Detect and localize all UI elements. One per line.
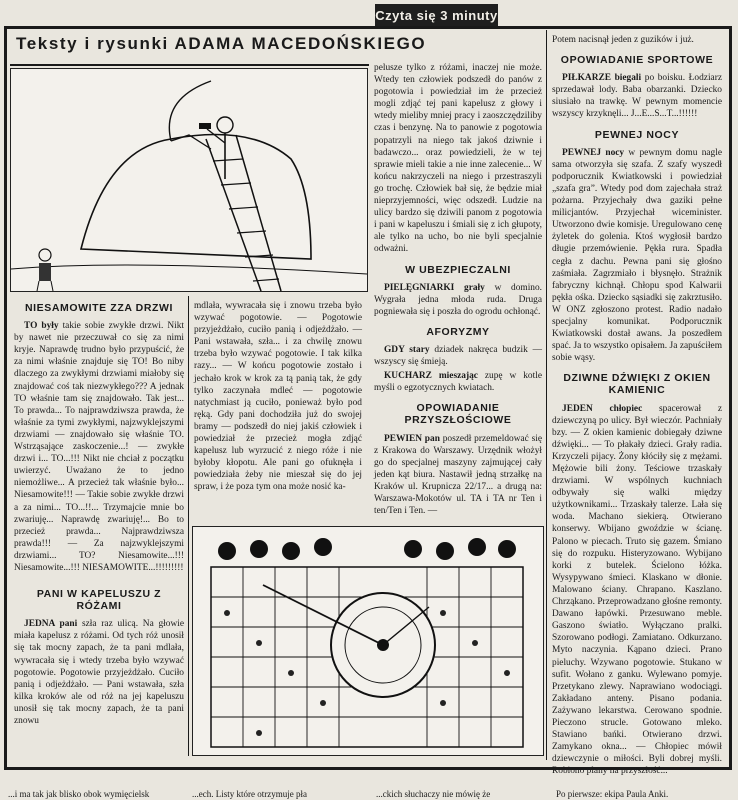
reading-time-text: Czyta się 3 minuty <box>375 7 498 23</box>
article-night <box>552 147 722 365</box>
text-insurance: w domino. Wygrała jedna młoda ruda. Druga pogniewała się i poszła do ogrodu ochłonąć. <box>374 282 543 317</box>
bottom-strip-2: ...ech. Listy które otrzymuje pła <box>192 789 307 799</box>
lead-future: PEWIEN pan <box>384 433 440 444</box>
lead-sport: PIŁKARZE biegali <box>562 73 642 84</box>
illustration-ladder <box>10 68 368 292</box>
text-aphorism-1: dziadek nakręca budzik — wszyscy się śmieją. <box>374 344 543 368</box>
column-divider-1 <box>188 296 189 756</box>
section-heading-doors: NIESAMOWITE ZZA DRZWI <box>24 302 174 314</box>
lead-hat: JEDNA pani <box>24 619 78 630</box>
section-heading-hat: PANI W KAPELUSZU Z RÓŻAMI <box>36 588 162 613</box>
article-future-end: Potem nacisnął jeden z guzików i już. <box>552 35 694 45</box>
column-1 <box>14 294 184 756</box>
section-heading-aphorisms: AFORYZMY <box>426 325 490 338</box>
lead-aphorism-1: GDY stary <box>384 344 430 355</box>
column-2 <box>194 300 362 522</box>
column-4 <box>552 34 723 777</box>
article-hat <box>14 618 184 727</box>
text-aphorism-2: zupę w kotle myśli o egzotycznych kwiatach. <box>374 371 542 394</box>
page-title: Teksty i rysunki ADAMA MACEDOŃSKIEGO <box>16 34 427 53</box>
bottom-strip-3: ...ckich słuchaczy nie mówię że <box>376 789 491 799</box>
article-insurance <box>374 282 542 318</box>
title-underline <box>10 64 369 66</box>
text-sport: po boisku. Łodziarz sprzedawał lody. Baba obarzanki. Dziecko siusiało na trawkę. W pewnym momencie wszyscy krzyknęli... J...E...S...T...!!!!!! <box>552 73 722 120</box>
machine-drawing <box>193 527 543 755</box>
article-sounds <box>552 403 722 778</box>
column-divider-3 <box>546 30 547 760</box>
lead-sounds: JEDEN chłopiec <box>562 403 643 414</box>
article-hat-end: pelusze tylko z różami, inaczej nie może. Wtedy ten człowiek podszedł do panów z pogotowia i powiedział im że przecież mogli zdjąć tej pani kapelusz z głowy i wtedy mieliby mniej pracy i zaoszczędziliby czas i benzynę. Na to panowie z pogotowia popatrzyli na niego tak jakoś dziwnie i badawczo... oraz powiedzieli, że w tej sprawie mieli takie a nie inne zalecenie... W końcu nakrzyczeli na niego i przestraszyli go trochę. Człowiek bał się, że będzie miał nieprzyjemności, więc odszedł. Ludzie na ulicy bardzo się dziwili panom z pogotowia i pani w kapeluszu i śmiali się z ich głupoty, ale tylko na ucho, bo nie byli specjalnie odważni. <box>374 63 542 255</box>
article-sport <box>552 72 722 120</box>
text-hat: szła raz ulicą. Na głowie miała kapelusz z różami. Od tych róż unosił się tak mocny zapach, że ta pani mdlała, wywracała się i wtedy trzeba było wzywać pogotowie. Pogotowie przyjeżdżało. Cuciło panią i odjeżdżało. — Pani wstawała, szła kilka kroków ale od róż na jej kapeluszu unosił się tak mocny zapach, że ta pani znowu <box>14 619 184 726</box>
lead-insurance: PIELĘGNIARKI grały <box>384 282 485 293</box>
lead-aphorism-2: KUCHARZ mieszając <box>384 371 478 382</box>
article-future <box>374 433 542 518</box>
lead-night: PEWNEJ nocy <box>562 147 625 158</box>
text-sounds: spacerował z dziewczyną po ulicy. Był wieczór. Pachniały bzy. — Z okien kamienic dobiegały dziwne dźwięki... — To płakały dzieci. Grały radia. Krzyczeli pijacy. Żony kłóciły się z mężami. Mężowie bili żony. Teściowe trzaskały drzwiami. W wspólnych kuchniach odbywały się walki między użytkownikami... Trzaskały talerze. Lała się woda. Machano siekierą. Otwierano konserwy. Wbijano gwoździe w ścianę. Palono w piecach. Truto się gazem. Śmiano się do rozpuku. Histeryzowano. Wybijano korki z butelek. Ścielono łóżka. Wysypywano śmieci. Klaskano w dłonie. Malowano ściany. Chrapano. Kaszlano. Chrząkano. Przeprowadzano głośne remonty. Dawano łapówki. Przesuwano meble. Gaszono światło. Wyłączano pralki. Szorowano podłogi. Zamiatano. Odkurzano. Myto naczynia. Kąpano dzieci. Prano pieluchy. Wzywano pogotowie. Stukano w sufit. Wołano z ganku. Wylewano pomyje. Przetykano zlewy. Naprawiano wodociągi. Zakładano anteny. Pisano podania. Zażywano lekarstwa. Cerowano spodnie. Pieczono strucle. Gotowano mleko. Stawiano bańki. Otwierano drzwi. Zamykano okna... — Chłopiec mówił dziewczynie o miłości. Byli dobrej myśli. Robiono plany na przyszłość... <box>552 403 723 777</box>
text-doors: takie sobie zwykłe drzwi. Nikt by nawet nie przeczuwał co się za nimi kryje. Naprawdę trudno było przypuścić, że za nimi właśnie znajduje się TO! Bo niby dlaczego za zwykłymi drzwiami miałoby się znajdować coś tak niezwykłego??? A jednak TO właśnie tam się znajdowało. Tak jest... To prawda... To najprawdziwsza prawda, że właśnie za tymi zwykłymi, najzwyklejszymi drzwiami — znajdowało się właśnie TO. Wstrząsające zaskoczenie...! — zwykłe drzwi i... TO...!!! Nikt nie chciał z początku uwierzyć. Uważano że to jedno niemożliwe... A przecież tak właśnie było... Niesamowite!!! — Takie sobie zwykłe drzwi a za nimi... TO...!!... Trzymajcie mnie bo zwariuję... Naprawdę zwariuję!... Bo to przecież prawda... Najprawdziwsza prawda!!! — Za najzwyklejszymi drzwiami... TO? Niesamowite...!!! Niesamowite...!!! NIESAMOWITE...!!!!!!!!! <box>14 321 185 573</box>
text-night: w pewnym domu nagle sama otworzyła się szafa. Z szafy wyszedł podporucznik Kwiatkowski i powiedział „szafa gra”. Wtedy pod dom zajechała straż pożarna. Przyjechały dwa gaziki pełne milicjantów. Przyjechał wiceminister. Utworzono dwie komisje. Uregulowano cenę żyletek do golenia. Ktoś wygłosił bardzo długie przemówienie. Pękła rura. Spadła cegła z dachu. Pewna pani się głośno zaśmiała. Zagrzmiało i błysnęło. Strażnik fabryczny kichnął. Chłopu spod Kalwarii pękła ośka. Dziecko sąsiadki się zakrztusiło. W ONZ zgłoszono protest. Radio nadało specjalny komunikat. Podporucznik Kwiatkowski dostał awans. Ja poszedłem spać. Ja to wszystko opisałem. Ja zapuściłem sobie wąsy. <box>552 147 723 364</box>
section-heading-sport: OPOWIADANIE SPORTOWE <box>560 54 714 67</box>
section-heading-night: PEWNEJ NOCY <box>594 128 680 141</box>
article-hat-continued: mdlała, wywracała się i znowu trzeba było wzywać pogotowie. — Pogotowie przyjeżdżało, cuciło panią i odjeżdżało. — Pani wstawała, szła... i za chwilę znowu trzeba było wzywać pogotowie. I tak kilka razy... — W końcu pogotowie zostało i jechało krok w krok za tą panią tak, że gdy tylko zaczynała mdleć — pogotowie natychmiast ją cuciło, ponieważ było pod ręką. Gdy pani dochodziła już do swojej bramy — podszedł do niej jakiś człowiek i powiedział że przecież mogła zdjąć kapelusz lub wyrzucić z niego róże i nie byłoby kłopotu. Ale pani go ofuknęła i powiedziała żeby nie mieszał się do jej spraw, i że poza tym ona może nosić ka- <box>194 301 362 493</box>
ladder-drawing <box>11 69 367 291</box>
section-heading-future: OPOWIADANIE PRZYSZŁOŚCIOWE <box>404 402 512 427</box>
text-future: poszedł przemeldować się z Krakowa do Warszawy. Urzędnik włożył go do specjalnej maszyny zajmującej cały jeden kąt biura. Nastawił jedną strzałkę na Kraków ul. Krupnicza 22/17... a drugą na: Warszawa-Mokotów ul. TA i TA nr Ten i ten/Ten i Ten. — <box>374 433 542 517</box>
bottom-strip-4: Po pierwsze: ekipa Paula Anki. <box>556 789 669 799</box>
lead-doors: TO były <box>24 321 59 332</box>
aphorism-2 <box>374 370 542 394</box>
section-heading-insurance: W UBEZPIECZALNI <box>405 263 511 276</box>
bottom-strip-1: ...i ma tak jak blisko obok wymięcielsk <box>8 789 150 799</box>
article-doors <box>14 320 184 574</box>
section-heading-sounds: DZIWNE DŹWIĘKI Z OKIEN KAMIENIC <box>563 372 711 397</box>
illustration-machine <box>192 526 544 756</box>
aphorism-1 <box>374 344 542 368</box>
column-3 <box>374 62 542 522</box>
reading-time-tag <box>375 4 498 26</box>
